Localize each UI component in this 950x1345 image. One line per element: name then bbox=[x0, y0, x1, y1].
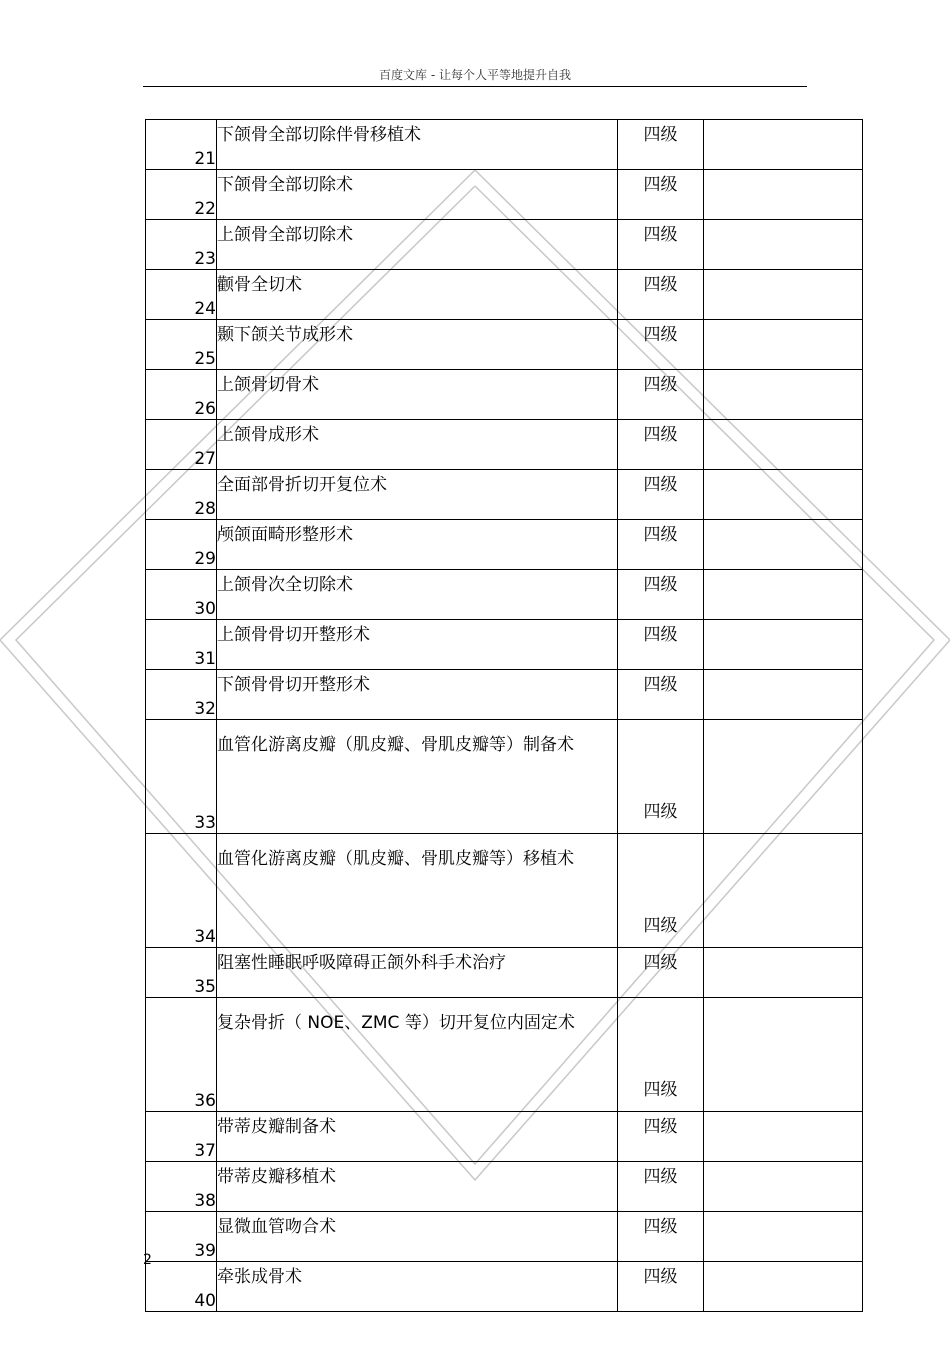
procedure-level: 四级 bbox=[618, 370, 704, 420]
procedure-name bbox=[217, 1262, 618, 1312]
procedure-name bbox=[217, 1112, 618, 1162]
procedure-note bbox=[704, 220, 863, 270]
procedure-level: 四级 bbox=[618, 1212, 704, 1262]
row-number: 35 bbox=[146, 948, 217, 998]
procedure-note bbox=[704, 170, 863, 220]
procedure-name-text: 显微血管吻合术 bbox=[217, 1217, 336, 1237]
row-number: 36 bbox=[146, 998, 217, 1112]
row-number: 22 bbox=[146, 170, 217, 220]
procedure-name bbox=[217, 420, 618, 470]
procedure-note bbox=[704, 834, 863, 948]
procedure-name bbox=[217, 948, 618, 998]
procedure-name bbox=[217, 620, 618, 670]
table-row bbox=[146, 834, 863, 948]
row-number: 29 bbox=[146, 520, 217, 570]
table-row bbox=[146, 120, 863, 170]
table-row bbox=[146, 570, 863, 620]
table-row bbox=[146, 220, 863, 270]
procedure-name bbox=[217, 470, 618, 520]
procedure-level: 四级 bbox=[618, 670, 704, 720]
row-number: 21 bbox=[146, 120, 217, 170]
procedure-name-text: 带蒂皮瓣制备术 bbox=[217, 1117, 336, 1137]
procedure-note bbox=[704, 470, 863, 520]
row-number: 40 bbox=[146, 1262, 217, 1312]
procedure-note bbox=[704, 420, 863, 470]
row-number: 24 bbox=[146, 270, 217, 320]
procedure-note bbox=[704, 720, 863, 834]
procedure-name bbox=[217, 720, 618, 834]
procedure-name-text: 颅颌面畸形整形术 bbox=[217, 525, 353, 545]
row-number: 33 bbox=[146, 720, 217, 834]
row-number: 32 bbox=[146, 670, 217, 720]
procedure-level: 四级 bbox=[618, 1262, 704, 1312]
row-number: 30 bbox=[146, 570, 217, 620]
procedure-name bbox=[217, 998, 618, 1112]
procedure-name bbox=[217, 270, 618, 320]
procedure-note bbox=[704, 1262, 863, 1312]
procedure-note bbox=[704, 270, 863, 320]
procedure-note bbox=[704, 998, 863, 1112]
table-row bbox=[146, 948, 863, 998]
procedure-level: 四级 bbox=[618, 1162, 704, 1212]
procedure-table bbox=[145, 119, 863, 1312]
procedure-name bbox=[217, 670, 618, 720]
table-row bbox=[146, 670, 863, 720]
procedure-level: 四级 bbox=[618, 998, 704, 1112]
table-row bbox=[146, 1262, 863, 1312]
procedure-name-text: 牵张成骨术 bbox=[217, 1267, 302, 1287]
procedure-name bbox=[217, 120, 618, 170]
procedure-name bbox=[217, 170, 618, 220]
procedure-name-text: 血管化游离皮瓣（肌皮瓣、骨肌皮瓣等）制备术 bbox=[217, 735, 574, 755]
procedure-level: 四级 bbox=[618, 420, 704, 470]
procedure-name-text: 带蒂皮瓣移植术 bbox=[217, 1167, 336, 1187]
procedure-level: 四级 bbox=[618, 948, 704, 998]
row-number: 37 bbox=[146, 1112, 217, 1162]
procedure-name-text: 上颌骨次全切除术 bbox=[217, 575, 353, 595]
row-number: 31 bbox=[146, 620, 217, 670]
procedure-note bbox=[704, 620, 863, 670]
procedure-note bbox=[704, 1112, 863, 1162]
procedure-name-text: 全面部骨折切开复位术 bbox=[217, 475, 387, 495]
procedure-name-text: 下颌骨骨切开整形术 bbox=[217, 675, 370, 695]
procedure-name bbox=[217, 220, 618, 270]
procedure-name-text: 上颌骨骨切开整形术 bbox=[217, 625, 370, 645]
procedure-name bbox=[217, 370, 618, 420]
procedure-name-text: 上颌骨切骨术 bbox=[217, 375, 319, 395]
procedure-level: 四级 bbox=[618, 570, 704, 620]
table-row bbox=[146, 470, 863, 520]
procedure-name-text: 颧骨全切术 bbox=[217, 275, 302, 295]
procedure-note bbox=[704, 320, 863, 370]
page-number: 2 bbox=[143, 1252, 152, 1268]
table-row bbox=[146, 270, 863, 320]
procedure-level: 四级 bbox=[618, 220, 704, 270]
table-row bbox=[146, 170, 863, 220]
procedure-level: 四级 bbox=[618, 120, 704, 170]
procedure-level: 四级 bbox=[618, 470, 704, 520]
procedure-name bbox=[217, 320, 618, 370]
procedure-level: 四级 bbox=[618, 720, 704, 834]
procedure-note bbox=[704, 520, 863, 570]
row-number: 34 bbox=[146, 834, 217, 948]
procedure-note bbox=[704, 1212, 863, 1262]
procedure-note bbox=[704, 1162, 863, 1212]
table-row bbox=[146, 1112, 863, 1162]
procedure-name-text: 下颌骨全部切除术 bbox=[217, 175, 353, 195]
procedure-name-text: 下颌骨全部切除伴骨移植术 bbox=[217, 125, 421, 145]
procedure-name bbox=[217, 520, 618, 570]
table-row bbox=[146, 620, 863, 670]
procedure-name-text: 血管化游离皮瓣（肌皮瓣、骨肌皮瓣等）移植术 bbox=[217, 849, 574, 869]
header-rule bbox=[143, 86, 807, 87]
procedure-name bbox=[217, 1212, 618, 1262]
procedure-name bbox=[217, 1162, 618, 1212]
procedure-note bbox=[704, 948, 863, 998]
page-header: 百度文库 - 让每个人平等地提升自我 bbox=[379, 68, 571, 82]
table-row bbox=[146, 998, 863, 1112]
procedure-note bbox=[704, 670, 863, 720]
table-row bbox=[146, 720, 863, 834]
procedure-level: 四级 bbox=[618, 270, 704, 320]
procedure-name bbox=[217, 834, 618, 948]
table-row bbox=[146, 420, 863, 470]
procedure-level: 四级 bbox=[618, 620, 704, 670]
procedure-name-text: 上颌骨全部切除术 bbox=[217, 225, 353, 245]
row-number: 27 bbox=[146, 420, 217, 470]
procedure-level: 四级 bbox=[618, 1112, 704, 1162]
table-row bbox=[146, 370, 863, 420]
procedure-name-text: 阻塞性睡眠呼吸障碍正颌外科手术治疗 bbox=[217, 953, 506, 973]
procedure-note bbox=[704, 370, 863, 420]
row-number: 26 bbox=[146, 370, 217, 420]
row-number: 28 bbox=[146, 470, 217, 520]
table-row bbox=[146, 1162, 863, 1212]
procedure-level: 四级 bbox=[618, 520, 704, 570]
procedure-name bbox=[217, 570, 618, 620]
procedure-name-text: 上颌骨成形术 bbox=[217, 425, 319, 445]
row-number: 23 bbox=[146, 220, 217, 270]
row-number: 39 bbox=[146, 1212, 217, 1262]
procedure-level: 四级 bbox=[618, 170, 704, 220]
procedure-level: 四级 bbox=[618, 834, 704, 948]
procedure-note bbox=[704, 120, 863, 170]
table-row bbox=[146, 1212, 863, 1262]
procedure-note bbox=[704, 570, 863, 620]
table-row bbox=[146, 320, 863, 370]
row-number: 38 bbox=[146, 1162, 217, 1212]
procedure-level: 四级 bbox=[618, 320, 704, 370]
row-number: 25 bbox=[146, 320, 217, 370]
procedure-name-text: 颞下颌关节成形术 bbox=[217, 325, 353, 345]
table-row bbox=[146, 520, 863, 570]
procedure-name-text: 复杂骨折（ NOE、ZMC 等）切开复位内固定术 bbox=[217, 1013, 575, 1033]
